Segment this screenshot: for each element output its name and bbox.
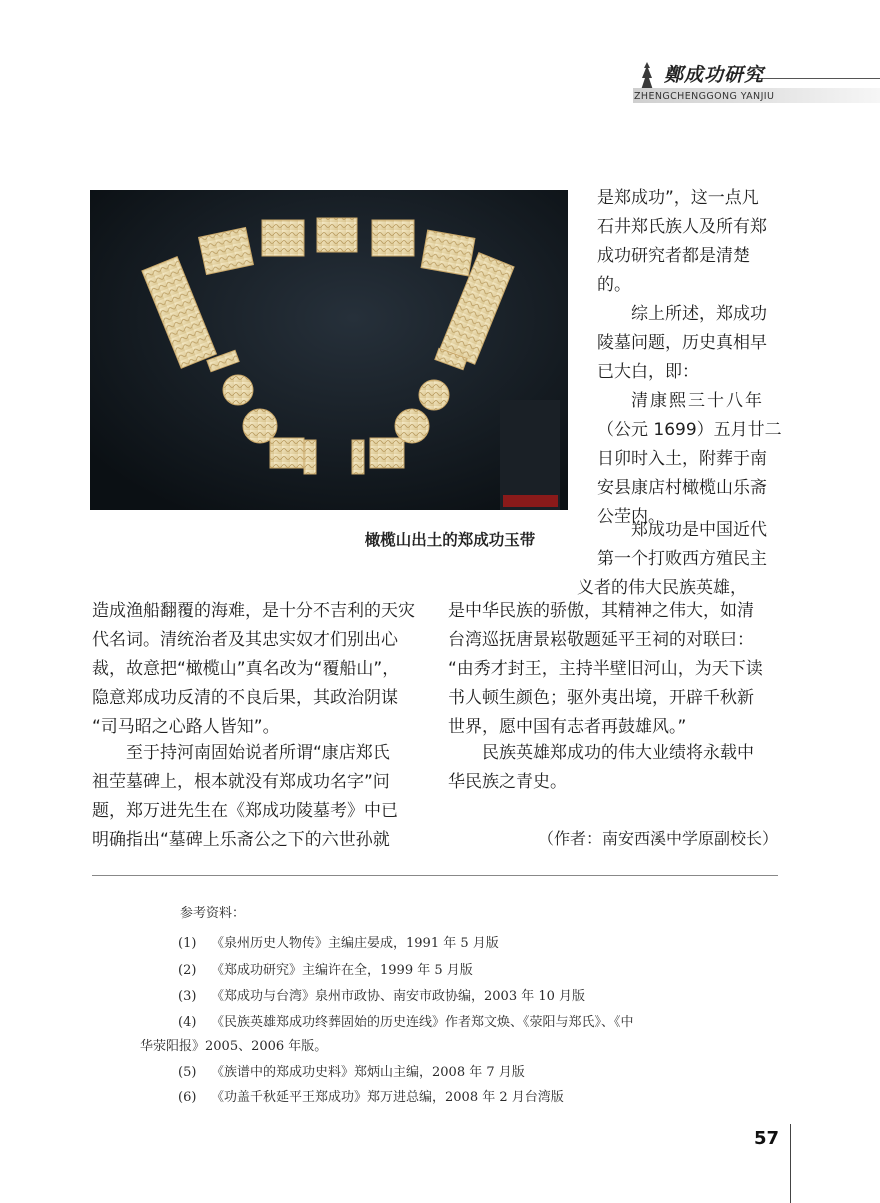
header-rule <box>750 78 880 79</box>
text-line: 裁，故意把“橄榄山”真名改为“覆船山”， <box>92 659 400 679</box>
text-line: 祖茔墓碑上，根本就没有郑成功名字”问 <box>92 772 390 792</box>
reference-number: (3) <box>178 989 197 1004</box>
reference-text: 《郑成功研究》主编许在全，1999 年 5 月版 <box>211 963 473 978</box>
text-line: 台湾巡抚唐景崧敬题延平王祠的对联曰： <box>448 630 754 650</box>
right-paragraph-1 <box>597 184 779 300</box>
section-divider <box>92 875 778 876</box>
text-line: 第一个打败西方殖民主 <box>597 549 767 569</box>
text-line: 清康熙三十八年 <box>631 391 764 411</box>
text-line: 是中华民族的骄傲，其精神之伟大，如清 <box>448 601 754 621</box>
reference-continuation: 华荥阳报》2005、2006 年版。 <box>140 1039 328 1054</box>
text-line: 明确指出“墓碑上乐斋公之下的六世孙就 <box>92 830 390 850</box>
jade-belt-photo <box>90 190 568 510</box>
reference-text: 《泉州历史人物传》主编庄晏成，1991 年 5 月版 <box>211 936 499 951</box>
text-line: 石井郑氏族人及所有郑 <box>597 217 767 237</box>
journal-subtitle: ZHENGCHENGGONG YANJIU <box>634 91 775 102</box>
text-line: 造成渔船翻覆的海难，是十分不吉利的天灾 <box>92 601 415 621</box>
text-line: 隐意郑成功反清的不良后果，其政治阴谋 <box>92 688 398 708</box>
text-line: “司马昭之心路人皆知”。 <box>92 717 280 737</box>
right-paragraph-2 <box>597 300 779 387</box>
text-line: 已大白，即： <box>597 362 699 382</box>
reference-item <box>178 1086 564 1105</box>
text-line: 至于持河南固始说者所谓“康店郑氏 <box>126 743 390 763</box>
right-paragraph-3 <box>597 387 782 532</box>
left-paragraph-2 <box>92 739 422 855</box>
reference-number: (1) <box>178 936 197 951</box>
text-line: 的。 <box>597 275 631 295</box>
right-lower-paragraph-2 <box>448 739 780 797</box>
text-line: 世界，愿中国有志者再鼓雄风。” <box>448 717 687 737</box>
text-line: 民族英雄郑成功的伟大业绩将永载中 <box>482 743 754 763</box>
text-line: 公茔内。 <box>597 507 665 527</box>
text-line: 安县康店村橄榄山乐斋 <box>597 478 767 498</box>
text-line: 义者的伟大民族英雄， <box>577 578 747 598</box>
right-paragraph-4 <box>577 516 779 603</box>
reference-item <box>178 932 499 951</box>
author-credit: （作者：南安西溪中学原副校长） <box>537 829 778 848</box>
page-number: 57 <box>754 1128 780 1149</box>
reference-number: (2) <box>178 963 197 978</box>
references-heading: 参考资料： <box>180 906 246 921</box>
reference-item <box>178 985 585 1004</box>
reference-text: 《郑成功与台湾》泉州市政协、南安市政协编，2003 年 10 月版 <box>211 989 586 1004</box>
text-line: 成功研究者都是清楚 <box>597 246 750 266</box>
reference-text: 《民族英雄郑成功终葬固始的历史连线》作者郑文焕、《荥阳与郑氏》、《中 <box>211 1015 634 1030</box>
left-paragraph-1 <box>92 597 422 742</box>
text-line: 是郑成功”，这一点凡 <box>597 188 759 208</box>
text-line: 日卯时入土，附葬于南 <box>597 449 767 469</box>
reference-number: (5) <box>178 1065 197 1080</box>
reference-number: (6) <box>178 1090 197 1105</box>
reference-text: 《功盖千秋延平王郑成功》郑万进总编，2008 年 2 月台湾版 <box>211 1090 564 1105</box>
figure-caption: 橄榄山出土的郑成功玉带 <box>364 531 536 549</box>
reference-item <box>178 1011 634 1030</box>
page-number-rule <box>790 1124 791 1203</box>
right-lower-paragraph-1 <box>448 597 780 742</box>
reference-text: 《族谱中的郑成功史料》郑炳山主编，2008 年 7 月版 <box>211 1065 525 1080</box>
text-line: 陵墓问题，历史真相早 <box>597 333 767 353</box>
journal-title: 鄭成功研究 <box>664 64 765 86</box>
reference-item <box>178 1061 525 1080</box>
text-line: （公元 1699）五月廿二 <box>597 420 782 440</box>
text-line: “由秀才封王，主持半壁旧河山，为天下读 <box>448 659 763 679</box>
text-line: 书人顿生颜色；驱外夷出境，开辟千秋新 <box>448 688 754 708</box>
text-line: 题，郑万进先生在《郑成功陵墓考》中已 <box>92 801 398 821</box>
text-line: 华民族之青史。 <box>448 772 567 792</box>
reference-item <box>178 959 473 978</box>
reference-number: (4) <box>178 1015 197 1030</box>
text-line: 郑成功是中国近代 <box>631 520 767 540</box>
text-line: 综上所述，郑成功 <box>631 304 767 324</box>
text-line: 代名词。清统治者及其忠实奴才们别出心 <box>92 630 398 650</box>
